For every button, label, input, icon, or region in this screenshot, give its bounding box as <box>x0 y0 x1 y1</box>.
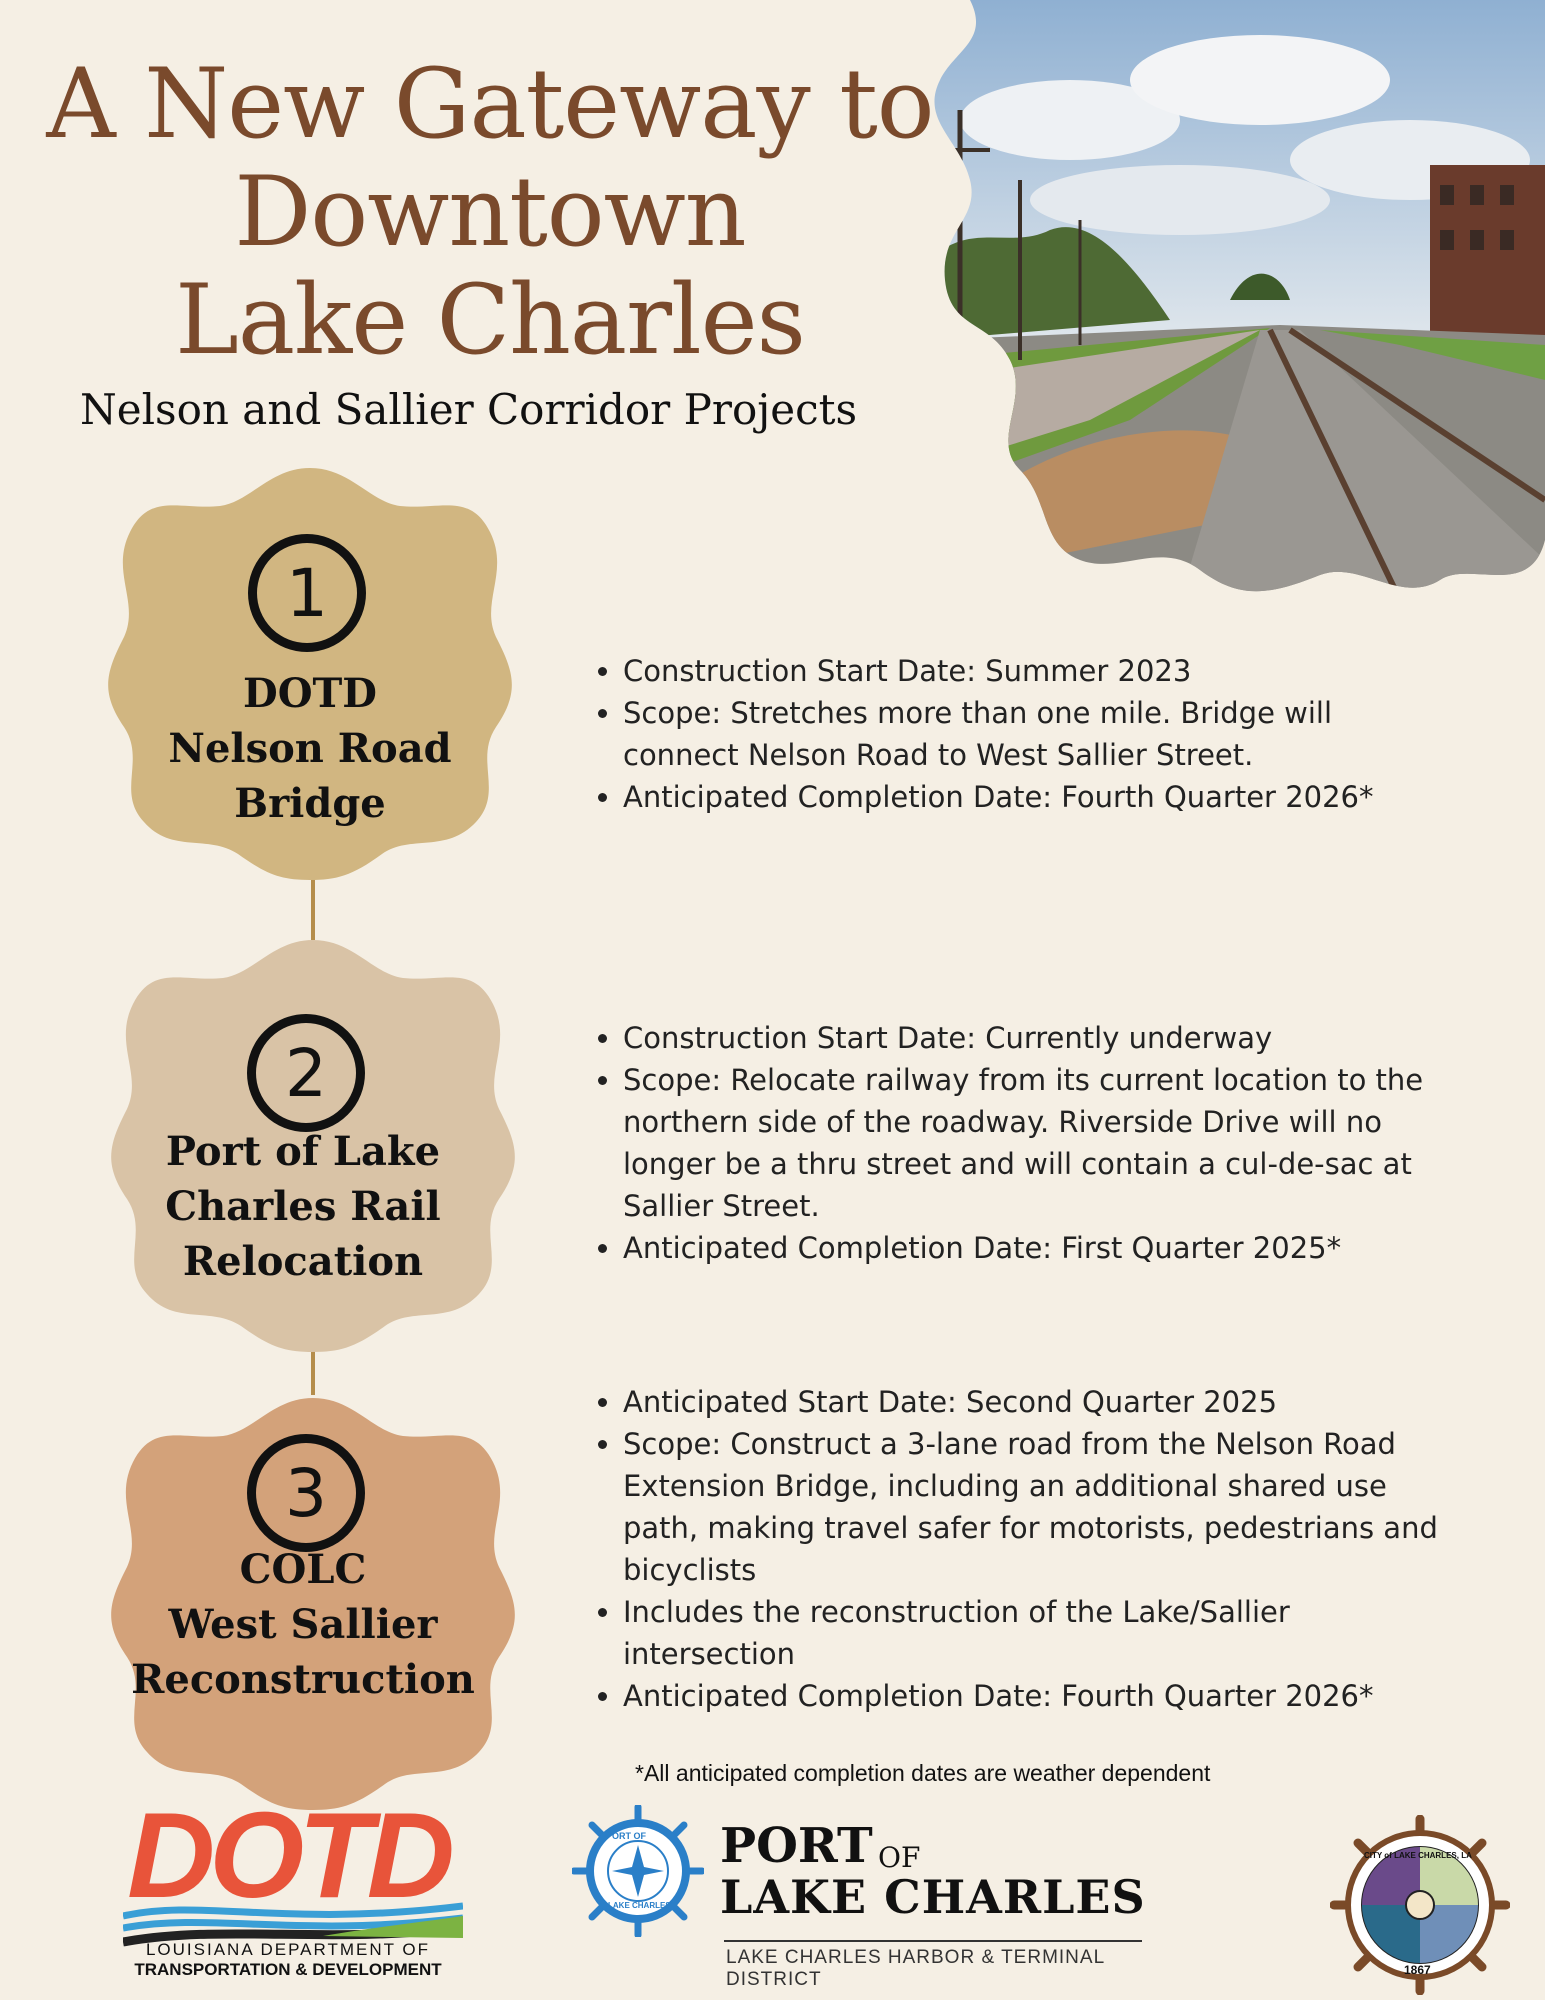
dotd-subtitle-1: LOUISIANA DEPARTMENT OF <box>145 1940 431 1959</box>
weather-footnote: *All anticipated completion dates are weather dependent <box>635 1760 1211 1786</box>
dotd-subtitle-2: TRANSPORTATION & DEVELOPMENT <box>134 1960 442 1979</box>
list-item: • Scope: Stretches more than one mile. Bridge will connect Nelson Road to West Sallier Street. <box>623 692 1443 776</box>
city-seal-logo <box>1330 1815 1510 1995</box>
city-seal-year: 1867 <box>1404 1963 1431 1977</box>
list-item: • Construction Start Date: Summer 2023 <box>623 650 1443 692</box>
city-seal-ring-text: CITY of LAKE CHARLES, LA <box>1364 1851 1472 1860</box>
project-2-label: Port of Lake Charles Rail Relocation <box>165 1128 441 1285</box>
step-number-circle-2: 2 <box>247 1014 365 1132</box>
port-subtitle: LAKE CHARLES HARBOR & TERMINAL DISTRICT <box>726 1947 1105 1990</box>
port-ring-top: PORT OF <box>606 1831 646 1841</box>
list-item: • Construction Start Date: Currently underway <box>623 1017 1443 1059</box>
port-ring-bottom: LAKE CHARLES <box>608 1901 671 1910</box>
title-line-2: Downtown <box>234 156 746 268</box>
project-badge-2 <box>103 934 523 1354</box>
port-wordmark-of: OF <box>878 1841 921 1874</box>
project-2-details <box>585 1017 1443 1269</box>
list-item: • Scope: Relocate railway from its current location to the northern side of the roadway. Riverside Drive will no longer be a thru street and will contain a cul-de-sac at Sallier Street. <box>623 1059 1443 1227</box>
port-logo <box>572 1805 1162 1990</box>
page-title <box>40 50 940 374</box>
project-3-details <box>585 1381 1443 1717</box>
list-item: • Scope: Construct a 3-lane road from the Nelson Road Extension Bridge, including an additional shared use path, making travel safer for motorists, pedestrians and bicyclists <box>623 1423 1443 1591</box>
port-wordmark-port: PORT <box>720 1818 873 1874</box>
project-1-label: DOTD Nelson Road Bridge <box>168 670 452 827</box>
project-badge-1 <box>100 462 520 882</box>
port-wordmark-lake-charles: LAKE CHARLES <box>720 1870 1146 1924</box>
page-subtitle: Nelson and Sallier Corridor Projects <box>80 385 858 434</box>
list-item: • Anticipated Completion Date: Fourth Quarter 2026* <box>623 776 1443 818</box>
list-item: • Anticipated Completion Date: First Quarter 2025* <box>623 1227 1443 1269</box>
timeline-connector-1 <box>311 880 315 940</box>
port-divider <box>724 1940 1142 1942</box>
railroad-track-photo <box>930 0 1545 600</box>
project-3-label: COLC West Sallier Reconstruction <box>131 1546 475 1703</box>
step-number-circle-3: 3 <box>247 1434 365 1552</box>
dotd-logo <box>118 1787 458 1980</box>
ship-wheel-icon <box>572 1805 704 1937</box>
project-1-details <box>585 650 1443 818</box>
title-line-1: A New Gateway to <box>46 48 934 160</box>
title-line-3: Lake Charles <box>175 264 805 376</box>
step-number-circle-1: 1 <box>248 534 366 652</box>
dotd-wordmark: DOTD <box>127 1787 449 1923</box>
list-item: • Anticipated Start Date: Second Quarter 2025 <box>623 1381 1443 1423</box>
project-badge-3 <box>103 1392 523 1812</box>
list-item: • Anticipated Completion Date: Fourth Quarter 2026* <box>623 1675 1443 1717</box>
list-item: • Includes the reconstruction of the Lake/Sallier intersection <box>623 1591 1443 1675</box>
